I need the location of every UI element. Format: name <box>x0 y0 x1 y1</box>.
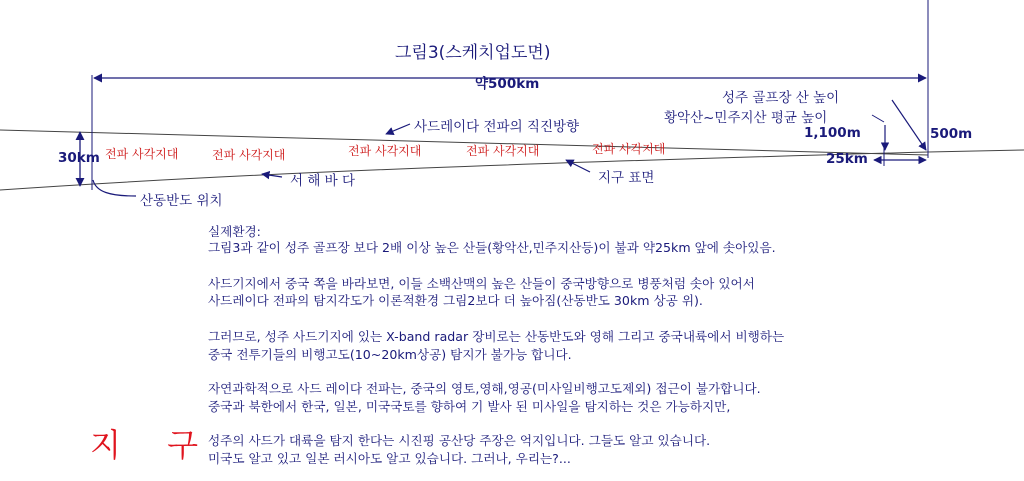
blind-zone-label: 전파 사각지대 <box>466 144 540 158</box>
span-label: 약500km <box>475 76 540 92</box>
earth-label: 지 구 <box>90 426 216 464</box>
blind-zone-label: 전파 사각지대 <box>348 144 422 158</box>
golf-leader <box>892 100 926 150</box>
text-line: 사드레이다 전파의 탐지각도가 이론적환경 그림2보다 더 높아짐(산동반도 30km 상공 위). <box>208 293 703 308</box>
text-line: 미국도 알고 있고 일본 러시아도 알고 있습니다. 그러나, 우리는?... <box>208 451 571 466</box>
figure-title: 그림3(스케치업도면) <box>395 43 551 63</box>
text-line: 중국 전투기들의 비행고도(10~20km상공) 탐지가 불가능 합니다. <box>208 347 572 362</box>
text-line: 그림3과 같이 성주 골프장 보다 2배 이상 높은 산들(황악산,민주지산등)이 불과 약25km 앞에 솟아있음. <box>208 240 776 255</box>
beam-leader <box>386 124 410 134</box>
surface-label: 지구 표면 <box>598 170 655 186</box>
mountain-leader <box>872 115 884 122</box>
text-line: 자연과학적으로 사드 레이다 전파는, 중국의 영토,영해,영공(미사일비행고도제외) 접근이 불가합니다. <box>208 381 761 396</box>
blind-zone-label: 전파 사각지대 <box>592 142 666 156</box>
dist-25km-label: 25km <box>826 151 868 167</box>
text-line: 성주의 사드가 대륙을 탐지 한다는 시진핑 공산당 주장은 억지입니다. 그들도 알고 있습니다. <box>208 433 711 448</box>
text-line: 그러므로, 성주 사드기지에 있는 X-band radar 장비로는 산동반도와 영해 그리고 중국내륙에서 비행하는 <box>208 329 785 344</box>
sea-label: 서 해 바 다 <box>290 173 356 189</box>
golf-height-label: 성주 골프장 산 높이 <box>722 90 840 106</box>
height-500-label: 500m <box>930 126 973 142</box>
blind-zone-label: 전파 사각지대 <box>105 147 179 161</box>
text-line: 중국과 북한에서 한국, 일본, 미국국토를 향하여 기 발사 된 미사일을 탐지하는 것은 가능하지만, <box>208 399 731 414</box>
height-30km-label: 30km <box>58 150 100 166</box>
shandong-label: 산동반도 위치 <box>140 193 223 209</box>
text-line: 사드기지에서 중국 쪽을 바라보면, 이들 소백산맥의 높은 산들이 중국방향으로 병풍처럼 솟아 있어서 <box>208 276 755 291</box>
text-heading: 실제환경: <box>208 224 261 239</box>
beam-label: 사드레이다 전파의 직진방향 <box>414 119 580 135</box>
blind-zone-label: 전파 사각지대 <box>212 148 286 162</box>
height-1100-label: 1,100m <box>804 125 861 141</box>
mountain-height-label: 황악산~민주지산 평균 높이 <box>664 110 828 126</box>
